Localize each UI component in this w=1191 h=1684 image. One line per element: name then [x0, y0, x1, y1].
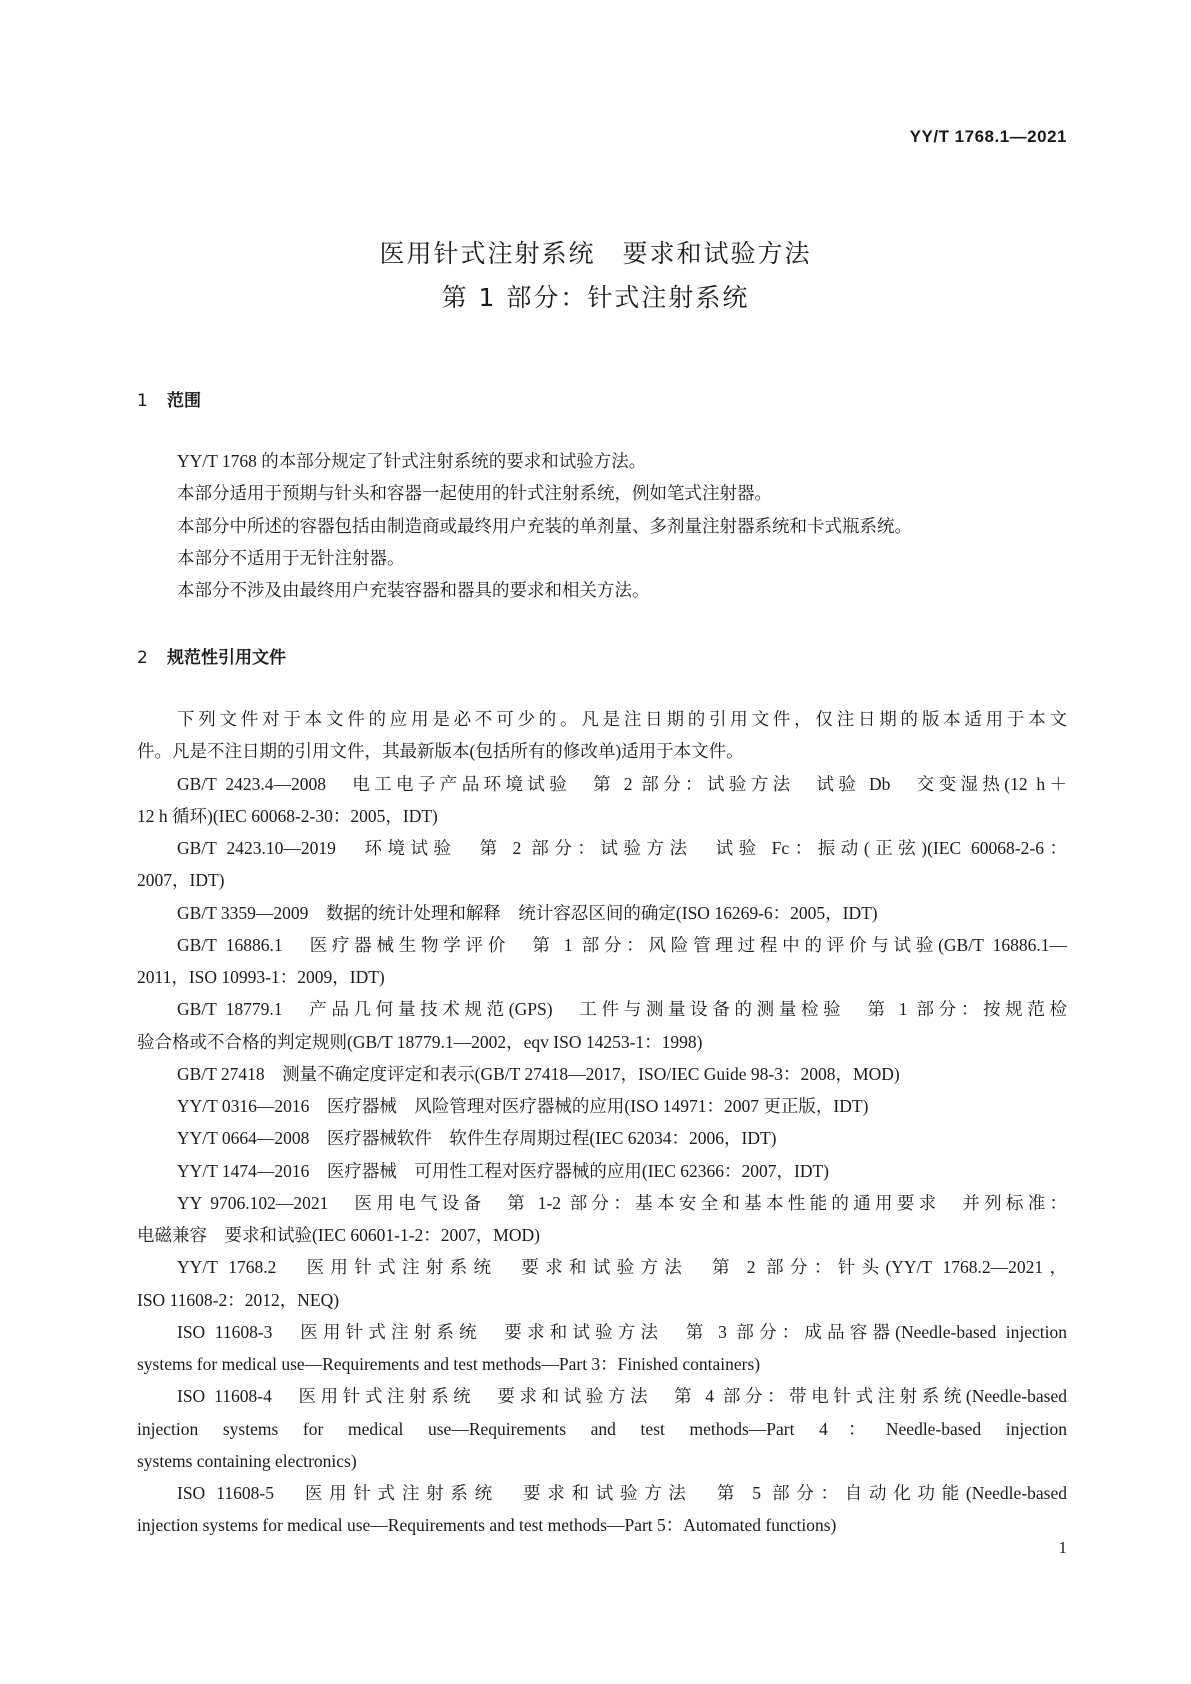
- reference-line: injection systems for medical use—Requirements and test methods—Part 4：Needle-based injection: [137, 1418, 1067, 1439]
- section-heading-normative-references: [137, 643, 286, 668]
- document-subtitle: 第 1 部分：针式注射系统: [441, 283, 750, 312]
- reference-line: YY 9706.102—2021 医用电气设备 第 1-2 部分：基本安全和基本性能的通用要求 并列标准：: [177, 1192, 1067, 1213]
- reference-line: 验合格或不合格的判定规则(GB/T 18779.1—2002，eqv ISO 14253-1：1998): [137, 1031, 703, 1052]
- document-title: 医用针式注射系统 要求和试验方法: [379, 239, 812, 268]
- scope-paragraph: 本部分不涉及由最终用户充装容器和器具的要求和相关方法。: [177, 580, 650, 600]
- reference-line: ISO 11608-2：2012，NEQ): [137, 1289, 340, 1310]
- reference-line: GB/T 2423.10—2019 环境试验 第 2 部分：试验方法 试验 Fc：振动(正弦)(IEC 60068-2-6：: [177, 838, 1067, 858]
- reference-entry: [137, 1155, 1067, 1187]
- reference-entry: [137, 993, 1067, 1058]
- scope-paragraph: 本部分不适用于无针注射器。: [177, 547, 405, 568]
- reference-entry: [137, 1251, 1067, 1316]
- reference-entry: [137, 832, 1067, 897]
- reference-entry: [137, 897, 1067, 929]
- reference-line: YY/T 1474—2016 医疗器械 可用性工程对医疗器械的应用(IEC 62366：2007，IDT): [177, 1160, 830, 1181]
- reference-entry: [137, 1090, 1067, 1122]
- reference-line: GB/T 16886.1 医疗器械生物学评价 第 1 部分：风险管理过程中的评价与试验(GB/T 16886.1—: [177, 934, 1067, 955]
- section-number: 1: [137, 391, 148, 411]
- reference-line: 电磁兼容 要求和试验(IEC 60601-1-2：2007，MOD): [137, 1225, 540, 1245]
- reference-entry: [137, 1187, 1067, 1252]
- reference-line: 12 h 循环)(IEC 60068-2-30：2005，IDT): [137, 805, 438, 826]
- reference-line: YY/T 0664—2008 医疗器械软件 软件生存周期过程(IEC 62034：2006，IDT): [177, 1128, 777, 1149]
- reference-line: systems for medical use—Requirements and test methods—Part 3：Finished containers): [137, 1354, 761, 1374]
- reference-line: ISO 11608-4 医用针式注射系统 要求和试验方法 第 4 部分：带电针式注射系统(Needle-based: [177, 1386, 1067, 1407]
- reference-line: systems containing electronics): [137, 1450, 357, 1471]
- reference-line: GB/T 27418 测量不确定度评定和表示(GB/T 27418—2017，ISO/IEC Guide 98-3：2008，MOD): [177, 1063, 900, 1084]
- scope-paragraph: YY/T 1768 的本部分规定了针式注射系统的要求和试验方法。: [177, 451, 647, 471]
- reference-line: YY/T 1768.2 医用针式注射系统 要求和试验方法 第 2 部分：针头(YY/T 1768.2—2021，: [177, 1257, 1067, 1278]
- reference-line: GB/T 2423.4—2008 电工电子产品环境试验 第 2 部分：试验方法 试验 Db 交变湿热(12 h＋: [177, 773, 1067, 794]
- reference-entry: [137, 1058, 1067, 1090]
- scope-paragraph: 本部分中所述的容器包括由制造商或最终用户充装的单剂量、多剂量注射器系统和卡式瓶系统。: [177, 515, 912, 536]
- reference-entry: [137, 1477, 1067, 1542]
- reference-line: injection systems for medical use—Requirements and test methods—Part 5：Automated functions): [137, 1515, 837, 1536]
- references-intro: [137, 703, 1067, 768]
- references-body: [137, 703, 1067, 1542]
- section-title: 规范性引用文件: [167, 648, 286, 668]
- reference-line: 2011，ISO 10993-1：2009，IDT): [137, 967, 385, 987]
- reference-entry: [137, 768, 1067, 833]
- section-heading-scope: [137, 386, 201, 411]
- reference-entry: [137, 929, 1067, 994]
- standard-code-header: YY/T 1768.1—2021: [909, 127, 1067, 146]
- reference-line: ISO 11608-5 医用针式注射系统 要求和试验方法 第 5 部分：自动化功能(Needle-based: [177, 1483, 1067, 1503]
- section-title: 范围: [167, 391, 201, 411]
- reference-entry: [137, 1122, 1067, 1154]
- reference-entry: [137, 1316, 1067, 1381]
- reference-line: YY/T 0316—2016 医疗器械 风险管理对医疗器械的应用(ISO 14971：2007 更正版，IDT): [177, 1096, 869, 1116]
- section-number: 2: [137, 648, 148, 668]
- reference-line: 下列文件对于本文件的应用是必不可少的。凡是注日期的引用文件，仅注日期的版本适用于本文: [177, 709, 1067, 729]
- reference-entry: [137, 1380, 1067, 1477]
- reference-line: GB/T 18779.1 产品几何量技术规范(GPS) 工件与测量设备的测量检验 第 1 部分：按规范检: [177, 999, 1067, 1020]
- page-number: 1: [1058, 1538, 1067, 1557]
- reference-line: ISO 11608-3 医用针式注射系统 要求和试验方法 第 3 部分：成品容器(Needle-based injection: [177, 1321, 1067, 1342]
- reference-line: 2007，IDT): [137, 870, 225, 891]
- reference-line: GB/T 3359—2009 数据的统计处理和解释 统计容忍区间的确定(ISO 16269-6：2005，IDT): [177, 902, 878, 923]
- reference-line: 件。凡是不注日期的引用文件，其最新版本(包括所有的修改单)适用于本文件。: [137, 741, 744, 762]
- scope-paragraph: 本部分适用于预期与针头和容器一起使用的针式注射系统，例如笔式注射器。: [177, 483, 772, 504]
- scope-body: [137, 445, 1067, 606]
